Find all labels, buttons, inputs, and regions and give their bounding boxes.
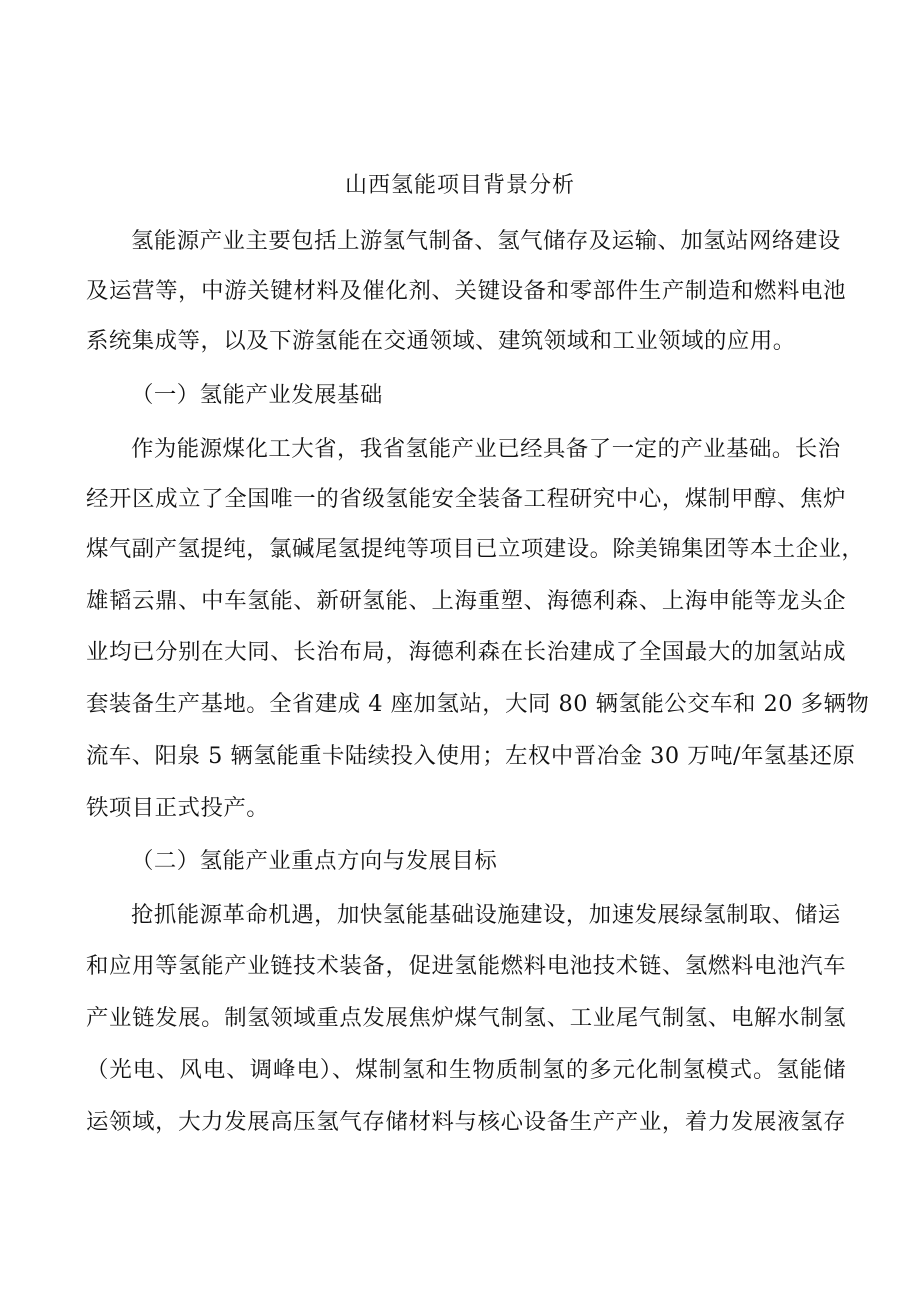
paragraph-1-line-1: 氢能源产业主要包括上游氢气制备、氢气储存及运输、加氢站网络建设 (131, 228, 841, 254)
section-heading-2: （二）氢能产业重点方向与发展目标 (131, 848, 498, 874)
paragraph-2-line-6: 套装备生产基地。全省建成 4 座加氢站，大同 80 辆氢能公交车和 20 多辆物 (86, 691, 870, 717)
paragraph-1-line-3: 系统集成等，以及下游氢能在交通领域、建筑领域和工业领域的应用。 (86, 328, 796, 354)
paragraph-1-line-2: 及运营等，中游关键材料及催化剂、关键设备和零部件生产制造和燃料电池 (86, 278, 846, 304)
paragraph-2-line-4: 雄韬云鼎、中车氢能、新研氢能、上海重塑、海德利森、上海申能等龙头企 (86, 588, 846, 614)
paragraph-2-line-5: 业均已分别在大同、长治布局，海德利森在长治建成了全国最大的加氢站成 (86, 639, 846, 665)
paragraph-3-line-5: 运领域，大力发展高压氢气存储材料与核心设备生产产业，着力发展液氢存 (86, 1109, 846, 1135)
paragraph-2-line-2: 经开区成立了全国唯一的省级氢能安全装备工程研究中心，煤制甲醇、焦炉 (86, 486, 846, 512)
paragraph-2-line-1: 作为能源煤化工大省，我省氢能产业已经具备了一定的产业基础。长治 (131, 436, 841, 462)
paragraph-3-line-3: 产业链发展。制氢领域重点发展焦炉煤气制氢、工业尾气制氢、电解水制氢 (86, 1005, 846, 1031)
paragraph-3-line-2: 和应用等氢能产业链技术装备，促进氢能燃料电池技术链、氢燃料电池汽车 (86, 953, 846, 979)
paragraph-2-line-7: 流车、阳泉 5 辆氢能重卡陆续投入使用；左权中晋冶金 30 万吨/年氢基还原 (86, 743, 856, 769)
paragraph-3-line-1: 抢抓能源革命机遇，加快氢能基础设施建设，加速发展绿氢制取、储运 (131, 902, 841, 928)
document-title: 山西氢能项目背景分析 (344, 173, 575, 198)
section-heading-1: （一）氢能产业发展基础 (131, 382, 383, 408)
paragraph-2-line-8: 铁项目正式投产。 (86, 795, 270, 821)
paragraph-2-line-3: 煤气副产氢提纯，氯碱尾氢提纯等项目已立项建设。除美锦集团等本土企业， (86, 536, 865, 562)
paragraph-3-line-4: （光电、风电、调峰电）、煤制氢和生物质制氢的多元化制氢模式。氢能储 (86, 1057, 846, 1083)
